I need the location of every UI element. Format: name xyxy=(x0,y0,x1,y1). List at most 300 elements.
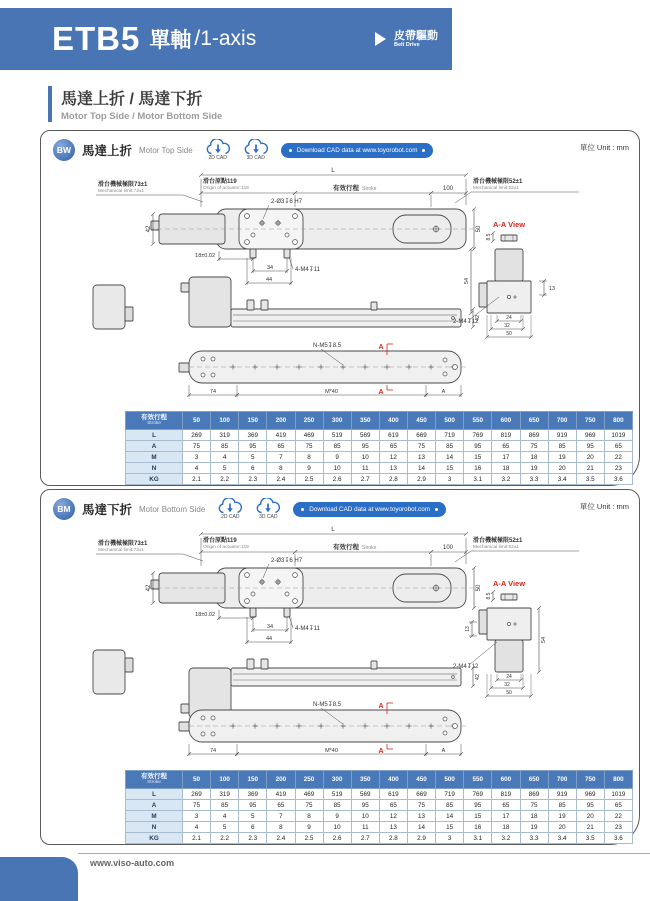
dim-label: A xyxy=(378,748,384,755)
diagram-shape xyxy=(495,640,523,672)
diagram-shape xyxy=(507,622,510,625)
dim-label: 34 xyxy=(266,624,274,630)
table-cell: 2.5 xyxy=(295,474,323,485)
table-cell: 21 xyxy=(576,822,604,833)
table-cell: 2.8 xyxy=(379,474,407,485)
table-cell: 2.2 xyxy=(211,833,239,844)
table-cell: 85 xyxy=(548,441,576,452)
dim-label: 4-M4↧11 xyxy=(295,267,320,273)
table-cell: 65 xyxy=(492,800,520,811)
dim-label: 滑台機械極限73±1 xyxy=(98,541,148,547)
table-cell: 17 xyxy=(492,452,520,463)
row-label: N xyxy=(126,822,183,833)
dim-label: 44 xyxy=(265,636,273,642)
dim-label: N-M5↧8.5 xyxy=(313,702,342,708)
stroke-col-header: 500 xyxy=(436,771,464,789)
table-cell: 14 xyxy=(408,463,436,474)
stroke-col-header: 300 xyxy=(323,771,351,789)
stroke-col-header: 450 xyxy=(408,771,436,789)
table-cell: 669 xyxy=(408,430,436,441)
diagram-shape xyxy=(231,309,461,327)
table-cell: 16 xyxy=(464,822,492,833)
table-cell: 19 xyxy=(520,463,548,474)
table-cell: 75 xyxy=(295,800,323,811)
section-card-motor-top xyxy=(40,130,640,486)
dim-label: 滑台機械極限52±1 xyxy=(473,179,523,185)
table-cell: 65 xyxy=(379,441,407,452)
row-label: A xyxy=(126,441,183,452)
table-cell: 17 xyxy=(492,811,520,822)
cad-2d-download-button[interactable] xyxy=(205,139,231,161)
table-cell: 469 xyxy=(295,430,323,441)
diagram-shape xyxy=(125,658,133,672)
diagram-shape xyxy=(507,295,510,298)
diagram-shape xyxy=(443,731,447,735)
table-cell: 3.4 xyxy=(548,474,576,485)
diagram-shape xyxy=(495,249,523,281)
dim-label: 54 xyxy=(541,636,547,644)
stroke-col-header: 300 xyxy=(323,412,351,430)
table-cell: 2.3 xyxy=(239,474,267,485)
table-cell: 319 xyxy=(211,430,239,441)
table-cell: 2.4 xyxy=(267,833,295,844)
stroke-col-header: 650 xyxy=(520,412,548,430)
stroke-table xyxy=(125,770,633,844)
table-cell: 2.4 xyxy=(267,474,295,485)
table-cell: 519 xyxy=(323,789,351,800)
dim-label: 2-M4↧12 xyxy=(453,319,479,325)
drive-type-zh: 皮帶驅動 xyxy=(394,29,438,42)
diagram-shape xyxy=(251,592,255,596)
download-cad-text: Download CAD data at www.toyorobot.com xyxy=(309,505,431,513)
table-cell: 3.1 xyxy=(464,833,492,844)
table-cell: 95 xyxy=(239,441,267,452)
dim-label: M*40 xyxy=(325,389,338,395)
table-cell: 10 xyxy=(351,811,379,822)
table-cell: 75 xyxy=(520,441,548,452)
diagram-shape xyxy=(183,195,203,202)
download-cad-link[interactable] xyxy=(281,143,434,158)
stroke-col-header: 600 xyxy=(492,412,520,430)
row-label: L xyxy=(126,430,183,441)
table-cell: 18 xyxy=(492,463,520,474)
dim-label: 100 xyxy=(442,545,454,551)
diagram-shape xyxy=(284,249,290,258)
dim-label: 74 xyxy=(209,748,217,754)
table-cell: 85 xyxy=(211,441,239,452)
table-cell: 18 xyxy=(520,811,548,822)
dim-label: 24 xyxy=(506,315,512,321)
table-cell: 5 xyxy=(211,463,239,474)
dim-label: M*40 xyxy=(325,748,338,754)
table-cell: 5 xyxy=(239,811,267,822)
table-cell: 14 xyxy=(436,452,464,463)
cad-3d-download-button[interactable] xyxy=(255,498,281,520)
table-cell: 13 xyxy=(379,463,407,474)
table-cell: 4 xyxy=(183,822,211,833)
table-cell: 819 xyxy=(492,430,520,441)
dim-label: A xyxy=(378,344,384,351)
diagram-shape xyxy=(469,642,497,665)
table-cell: 15 xyxy=(464,811,492,822)
diagram-shape xyxy=(443,372,447,376)
table-cell: 2.9 xyxy=(408,474,436,485)
stroke-header-cell: 有效行程 Stroke xyxy=(126,771,183,789)
dim-label: 8.5 xyxy=(486,233,492,241)
table-cell: 75 xyxy=(408,441,436,452)
table-cell: 619 xyxy=(379,430,407,441)
table-cell: 2.3 xyxy=(239,833,267,844)
table-cell: 9 xyxy=(323,452,351,463)
table-cell: 15 xyxy=(436,463,464,474)
dim-label: 滑台原點119 xyxy=(203,538,237,544)
diagram-shape xyxy=(251,233,255,237)
table-cell: 13 xyxy=(408,811,436,822)
diagram-shape xyxy=(443,358,447,362)
table-cell: 3.5 xyxy=(576,833,604,844)
diagram-shape xyxy=(479,610,487,634)
table-cell: 75 xyxy=(183,800,211,811)
dim-label: 54 xyxy=(464,277,470,285)
diagram-shape xyxy=(93,650,125,694)
table-cell: 6 xyxy=(239,463,267,474)
dim-label: 有效行程 xyxy=(333,185,359,192)
table-cell: 95 xyxy=(239,800,267,811)
stroke-col-header: 600 xyxy=(492,771,520,789)
stroke-col-header: 50 xyxy=(183,771,211,789)
diagram-shape xyxy=(284,608,290,617)
diagram-shape xyxy=(501,235,517,241)
diagram-shape xyxy=(245,240,250,245)
section-card-motor-bottom xyxy=(40,489,640,845)
table-cell: 919 xyxy=(548,430,576,441)
table-cell: 16 xyxy=(464,463,492,474)
stroke-col-header: 550 xyxy=(464,412,492,430)
table-cell: 2.6 xyxy=(323,474,351,485)
footer-url[interactable]: www.viso-auto.com xyxy=(90,858,175,868)
page-title-zh: 馬達上折 / 馬達下折 xyxy=(61,91,203,108)
diagram-shape xyxy=(247,659,254,669)
table-cell: 9 xyxy=(323,811,351,822)
table-cell: 2.6 xyxy=(323,833,351,844)
stroke-col-header: 200 xyxy=(267,771,295,789)
play-triangle-icon xyxy=(375,32,386,46)
table-cell: 3 xyxy=(436,833,464,844)
table-row xyxy=(126,811,633,822)
table-cell: 9 xyxy=(295,463,323,474)
table-cell: 20 xyxy=(548,463,576,474)
technical-drawing-motor-bottom xyxy=(41,518,641,768)
dim-label: 4-M4↧11 xyxy=(295,626,320,632)
table-row xyxy=(126,800,633,811)
table-cell: 969 xyxy=(576,430,604,441)
dim-label: N-M5↧8.5 xyxy=(313,343,342,349)
drive-type-en: Belt Drive xyxy=(394,42,420,49)
cad-3d-label: 3D CAD xyxy=(246,155,265,161)
table-cell: 2.5 xyxy=(295,833,323,844)
diagram-shape xyxy=(125,307,133,321)
diagram-shape xyxy=(285,233,289,237)
table-cell: 11 xyxy=(351,463,379,474)
diagram-shape xyxy=(201,716,205,720)
stroke-col-header: 800 xyxy=(604,412,632,430)
table-cell: 369 xyxy=(239,430,267,441)
dim-label: Mechanical limit:73±1 xyxy=(98,548,145,553)
table-cell: 95 xyxy=(351,441,379,452)
table-cell: 2.8 xyxy=(379,833,407,844)
table-cell: 85 xyxy=(436,441,464,452)
stroke-col-header: 350 xyxy=(351,771,379,789)
diagram-shape xyxy=(293,240,298,245)
dim-label: Stroke xyxy=(362,545,377,551)
table-cell: 19 xyxy=(520,822,548,833)
diagram-shape xyxy=(455,192,471,203)
table-cell: 18 xyxy=(520,452,548,463)
table-cell: 2.9 xyxy=(408,833,436,844)
table-row xyxy=(126,430,633,441)
diagram-shape xyxy=(151,580,159,589)
stroke-col-header: 400 xyxy=(379,412,407,430)
dim-label: 42 xyxy=(146,225,152,233)
table-cell: 85 xyxy=(436,800,464,811)
download-cad-text: Download CAD data at www.toyorobot.com xyxy=(296,146,418,154)
table-cell: 13 xyxy=(408,452,436,463)
table-cell: 65 xyxy=(604,800,632,811)
dim-label: A xyxy=(378,389,384,396)
table-cell: 85 xyxy=(323,441,351,452)
diagram-shape xyxy=(293,573,298,578)
dim-label: A xyxy=(441,389,446,395)
stroke-col-header: 700 xyxy=(548,771,576,789)
table-cell: 15 xyxy=(464,452,492,463)
card-title-en: Motor Top Side xyxy=(139,145,193,155)
dim-label: 2-M4↧12 xyxy=(453,664,479,670)
table-cell: 23 xyxy=(604,822,632,833)
table-cell: 4 xyxy=(211,452,239,463)
table-cell: 769 xyxy=(464,789,492,800)
diagram-shape xyxy=(250,249,256,258)
table-cell: 569 xyxy=(351,430,379,441)
table-cell: 20 xyxy=(576,811,604,822)
table-cell: 319 xyxy=(211,789,239,800)
model-code-badge: BM xyxy=(53,498,75,520)
table-cell: 75 xyxy=(183,441,211,452)
table-cell: 8 xyxy=(267,822,295,833)
dim-label: 2-Ø3↧6 H7 xyxy=(271,558,303,564)
dim-label: A-A View xyxy=(492,579,526,588)
dim-label: 34 xyxy=(266,265,274,271)
cad-2d-download-button[interactable] xyxy=(217,498,243,520)
dim-label: 18±0.02 xyxy=(195,253,215,259)
download-cad-link[interactable] xyxy=(293,502,446,517)
dim-label: 滑台原點119 xyxy=(203,179,237,185)
dim-label: Stroke xyxy=(362,186,377,192)
diagram-shape xyxy=(453,365,458,370)
table-cell: 3.3 xyxy=(520,474,548,485)
diagram-shape xyxy=(245,599,250,604)
diagram-shape xyxy=(245,214,250,219)
table-cell: 819 xyxy=(492,789,520,800)
table-cell: 419 xyxy=(267,789,295,800)
table-cell: 5 xyxy=(239,452,267,463)
table-cell: 7 xyxy=(267,452,295,463)
page-title-en: Motor Top Side / Motor Bottom Side xyxy=(61,111,223,122)
table-cell: 769 xyxy=(464,430,492,441)
row-label: M xyxy=(126,452,183,463)
diagram-shape xyxy=(371,661,377,669)
stroke-col-header: 150 xyxy=(239,412,267,430)
dim-label: 32 xyxy=(504,682,510,688)
table-row xyxy=(126,452,633,463)
diagram-shape xyxy=(211,732,215,736)
table-cell: 569 xyxy=(351,789,379,800)
cloud-download-icon xyxy=(255,498,281,515)
table-cell: 75 xyxy=(520,800,548,811)
stroke-col-header: 250 xyxy=(295,771,323,789)
table-cell: 21 xyxy=(576,463,604,474)
table-cell: 15 xyxy=(436,822,464,833)
table-cell: 919 xyxy=(548,789,576,800)
dim-label: L xyxy=(331,167,335,174)
table-cell: 369 xyxy=(239,789,267,800)
card-title-zh: 馬達下折 xyxy=(82,503,133,517)
stroke-col-header: 100 xyxy=(211,771,239,789)
dim-label: Origin of actuator:119 xyxy=(203,545,249,550)
stroke-header-cell: 有效行程 Stroke xyxy=(126,412,183,430)
diagram-shape xyxy=(151,221,159,230)
dim-label: 50 xyxy=(506,331,512,337)
row-label: KG xyxy=(126,833,183,844)
diagram-shape xyxy=(293,214,298,219)
card-title-en: Motor Bottom Side xyxy=(139,504,206,514)
table-cell: 65 xyxy=(379,800,407,811)
stroke-col-header: 150 xyxy=(239,771,267,789)
table-cell: 3 xyxy=(183,452,211,463)
table-cell: 85 xyxy=(548,800,576,811)
table-cell: 5 xyxy=(211,822,239,833)
table-cell: 22 xyxy=(604,811,632,822)
diagram-shape xyxy=(261,659,268,669)
cloud-download-icon xyxy=(243,139,269,156)
diagram-shape xyxy=(261,300,268,310)
table-cell: 619 xyxy=(379,789,407,800)
dim-label: 13 xyxy=(549,286,556,292)
table-cell: 95 xyxy=(576,441,604,452)
dim-label: 50 xyxy=(506,690,512,696)
table-cell: 10 xyxy=(323,822,351,833)
footer-divider xyxy=(78,853,650,854)
dim-label: 24 xyxy=(506,674,512,680)
diagram-shape xyxy=(211,373,215,377)
diagram-shape xyxy=(93,285,125,329)
diagram-shape xyxy=(179,363,189,372)
diagram-shape xyxy=(245,573,250,578)
table-cell: 8 xyxy=(295,452,323,463)
table-cell: 869 xyxy=(520,430,548,441)
table-cell: 519 xyxy=(323,430,351,441)
row-label: N xyxy=(126,463,183,474)
dim-label: 18±0.02 xyxy=(195,612,215,618)
table-cell: 95 xyxy=(576,800,604,811)
table-cell: 65 xyxy=(267,441,295,452)
diagram-shape xyxy=(181,283,189,292)
dim-label: 42 xyxy=(146,584,152,592)
table-cell: 969 xyxy=(576,789,604,800)
dim-label: Mechanical limit:52±1 xyxy=(473,545,520,550)
diagram-shape xyxy=(181,704,189,713)
table-cell: 11 xyxy=(351,822,379,833)
diagram-shape xyxy=(189,277,231,327)
dim-label: 滑台機械極限73±1 xyxy=(98,182,148,188)
dim-label: 44 xyxy=(265,277,273,283)
cad-2d-label: 2D CAD xyxy=(208,155,227,161)
dim-label: 32 xyxy=(504,323,510,329)
table-cell: 3.4 xyxy=(548,833,576,844)
dim-label: 滑台機械極限52±1 xyxy=(473,538,523,544)
table-cell: 18 xyxy=(492,822,520,833)
axis-label-en: /1-axis xyxy=(194,27,257,50)
diagram-shape xyxy=(455,551,471,562)
diagram-shape xyxy=(201,373,205,377)
stroke-col-header: 500 xyxy=(436,412,464,430)
dim-label: A xyxy=(441,748,446,754)
table-cell: 8 xyxy=(267,463,295,474)
dim-label: 42 xyxy=(475,314,481,322)
table-cell: 4 xyxy=(211,811,239,822)
table-cell: 65 xyxy=(267,800,295,811)
table-cell: 269 xyxy=(183,430,211,441)
table-cell: 1019 xyxy=(604,789,632,800)
table-cell: 269 xyxy=(183,789,211,800)
table-row xyxy=(126,441,633,452)
table-row xyxy=(126,833,633,844)
row-label: L xyxy=(126,789,183,800)
table-cell: 12 xyxy=(379,452,407,463)
table-cell: 2.2 xyxy=(211,474,239,485)
row-label: A xyxy=(126,800,183,811)
diagram-shape xyxy=(183,554,203,561)
table-cell: 13 xyxy=(379,822,407,833)
table-cell: 3.6 xyxy=(604,833,632,844)
cloud-download-icon xyxy=(205,139,231,156)
table-cell: 85 xyxy=(323,800,351,811)
stroke-col-header: 350 xyxy=(351,412,379,430)
stroke-col-header: 250 xyxy=(295,412,323,430)
dim-label: 74 xyxy=(209,389,217,395)
table-cell: 3.5 xyxy=(576,474,604,485)
dim-label: 50 xyxy=(476,225,482,233)
cloud-download-icon xyxy=(217,498,243,515)
table-cell: 75 xyxy=(408,800,436,811)
row-label: KG xyxy=(126,474,183,485)
diagram-shape xyxy=(452,676,455,679)
cad-3d-download-button[interactable] xyxy=(243,139,269,161)
table-cell: 3 xyxy=(183,811,211,822)
stroke-col-header: 200 xyxy=(267,412,295,430)
table-cell: 719 xyxy=(436,430,464,441)
table-cell: 3.2 xyxy=(492,474,520,485)
diagram-shape xyxy=(250,608,256,617)
stroke-col-header: 100 xyxy=(211,412,239,430)
diagram-shape xyxy=(285,592,289,596)
diagram-shape xyxy=(211,716,215,720)
table-cell: 3.1 xyxy=(464,474,492,485)
stroke-col-header: 700 xyxy=(548,412,576,430)
table-cell: 10 xyxy=(323,463,351,474)
table-cell: 19 xyxy=(548,811,576,822)
stroke-col-header: 550 xyxy=(464,771,492,789)
table-cell: 65 xyxy=(604,441,632,452)
